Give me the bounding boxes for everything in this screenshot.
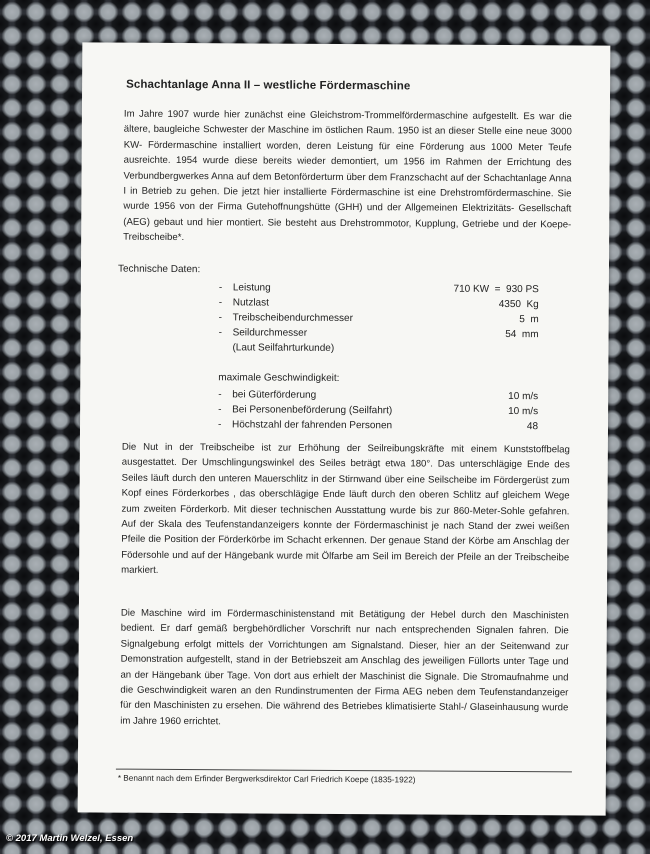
spec-label: Seildurchmesser bbox=[232, 327, 308, 339]
bullet-dash: - bbox=[218, 389, 222, 401]
speed-value: 10 m/s bbox=[508, 391, 539, 403]
spec-label: Leistung bbox=[232, 282, 271, 294]
spec-value: 710 KW = 930 PS bbox=[453, 283, 539, 296]
speed-label: bei Güterförderung bbox=[232, 389, 317, 401]
bullet-dash: - bbox=[218, 282, 223, 294]
speed-label: Bei Personenbeförderung (Seilfahrt) bbox=[232, 404, 393, 417]
footnote: * Benannt nach dem Erfinder Bergwerksdirektor Carl Friedrich Koepe (1835-1922) bbox=[117, 773, 416, 785]
speed-list bbox=[218, 387, 538, 434]
bullet-dash: - bbox=[218, 327, 222, 339]
paragraph-history: Im Jahre 1907 wurde hier zunächst eine Gleichstrom-Trommelfördermaschine aufgestellt. Es war die ältere, baugleiche Schwester der Maschine im östlichen Raum. 1950 ist an dieser Stelle eine neue 3000 KW- Fördermaschine installiert worden, deren Leistung für eine Förderung aus 1000 Meter Teufe ausreichte. 1954 wurde diese bereits wieder demontiert, um 1956 im Rahmen der Errichtung des Verbundbergwerkes Anna auf dem Betonförderturm über dem Franzschacht auf der Schachtanlage Anna I in Betrieb zu gehen. Die jetzt hier installierte Fördermaschine ist eine Drehstromfördermaschine. Sie wurde 1956 von der Firma Gutehoffnungshütte (GHH) und der Allgemeinen Elektrizitäts- Gesellschaft (AEG) gebaut und hier montiert. Sie besteht aus Drehstrommotor, Kupplung, Getriebe und der Koepe-Treibscheibe*. bbox=[123, 108, 572, 244]
footnote-divider bbox=[116, 769, 572, 773]
sign-title: Schachtanlage Anna II – westliche Fördermaschine bbox=[126, 78, 411, 93]
spec-row bbox=[218, 340, 538, 357]
speed-value: 10 m/s bbox=[508, 406, 539, 418]
paragraph-treibscheibe: Die Nut in der Treibscheibe ist zur Erhöhung der Seilreibungskräfte mit einem Kunststoffbelag ausgestattet. Der Umschlingungswinkel des Seiles beträgt etwa 180°. Das unterschlägige Ende des Seiles läuft durch den unteren Mauerschlitz in der Stirnwand über eine Seilscheibe im Fördergerüst zum Kopf eines Förderkorbes , das oberschlägige Ende läuft durch den oberen Schlitz auf gleichem Wege zum zweiten Förderkorb. Mit dieser technischen Ausstattung wurde bis zur 860-Meter-Sohle gefahren. Auf der Skala des Teufenstandanzeigers konnte der Fördermaschinist je nach Stand der zwei weißen Pfeile die Position der Förderkörbe im Schacht erkennen. Der genaue Stand der Körbe am Anschlag der Födersohle und auf der Hängebank wurde mit Ölfarbe am Seil im Bereich der Pfeile an der Treibscheibe markiert. bbox=[121, 441, 570, 577]
copyright-watermark: © 2017 Martin Welzel, Essen bbox=[6, 833, 134, 844]
speed-row bbox=[218, 417, 538, 434]
spec-label: (Laut Seilfahrturkunde) bbox=[232, 342, 335, 354]
speed-heading: maximale Geschwindigkeit: bbox=[218, 372, 340, 384]
spec-label: Nutzlast bbox=[232, 297, 269, 309]
paragraph-bedienung: Die Maschine wird im Fördermaschinistenstand mit Betätigung der Hebel durch den Maschinisten bedient. Er darf gemäß bergbehördlicher Vorschrift nur nach entsprechenden Signalen fahren. Die Signalgebung erfolgt mittels der Vorrichtungen am Signalstand. Dieser, hier an der Seitenwand zur Demonstration aufgestellt, stand in der Betriebszeit am Anschlag des jeweiligen Füllorts unter Tage und an der Hängebank über Tage. Von dort aus erhielt der Maschinist die Signale. Die Stromaufnahme und die Geschwindigkeit waren an den Rundinstrumenten der Firma AEG neben dem Teufenstandanzeiger für den Maschinisten zu ersehen. Die während des Betriebes klimatisierte Stahl-/ Glaseinhausung wurde im Jahre 1960 errichtet. bbox=[120, 607, 569, 728]
bullet-dash: - bbox=[218, 312, 223, 324]
spec-value: 5 m bbox=[519, 314, 539, 326]
bullet-dash: - bbox=[217, 419, 222, 431]
spec-label: Treibscheibendurchmesser bbox=[232, 312, 353, 325]
spec-value: 4350 Kg bbox=[498, 298, 539, 311]
specs-heading: Technische Daten: bbox=[117, 263, 201, 276]
bullet-dash: - bbox=[218, 404, 222, 416]
bullet-dash: - bbox=[218, 297, 223, 309]
info-sign bbox=[78, 42, 611, 815]
speed-value: 48 bbox=[526, 421, 539, 433]
specs-list bbox=[218, 280, 538, 357]
speed-label: Höchstzahl der fahrenden Personen bbox=[231, 419, 393, 432]
spec-value: 54 mm bbox=[505, 328, 539, 341]
